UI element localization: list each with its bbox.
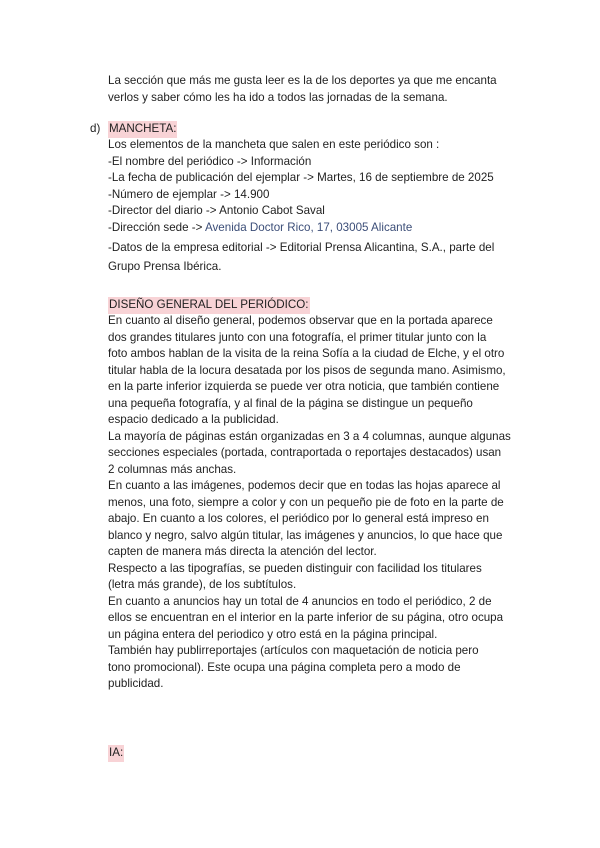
address-prefix: -Dirección sede -> <box>108 220 205 234</box>
mancheta-line: -Datos de la empresa editorial -> Editorial Prensa Alicantina, S.A., parte del <box>108 241 495 254</box>
design-line: (letra más grande), de los subtítulos. <box>108 578 297 591</box>
mancheta-address-line <box>108 220 518 237</box>
design-paragraph <box>108 313 518 693</box>
mancheta-line: -La fecha de publicación del ejemplar -> Martes, 16 de septiembre de 2025 <box>108 171 494 184</box>
design-line: abajo. En cuanto a los colores, el periódico por lo general está impreso en <box>108 512 489 525</box>
ia-heading: IA: <box>108 745 124 762</box>
design-heading: DISEÑO GENERAL DEL PERIÓDICO: <box>108 297 310 314</box>
mancheta-line: Los elementos de la mancheta que salen en este periódico son : <box>108 138 440 151</box>
design-line: En cuanto al diseño general, podemos observar que en la portada aparece <box>108 314 493 327</box>
mancheta-heading: MANCHETA: <box>108 121 177 138</box>
design-line: secciones especiales (portada, contraportada o reportajes destacados) usan <box>108 446 502 459</box>
design-line: 2 columnas más anchas. <box>108 462 237 476</box>
design-line: menos, una foto, siempre a color y con un pequeño pie de foto en la parte de <box>108 495 504 509</box>
mancheta-line: -Director del diario -> Antonio Cabot Saval <box>108 204 325 217</box>
mancheta-line: Grupo Prensa Ibérica. <box>108 259 222 273</box>
mancheta-paragraph <box>108 137 518 275</box>
design-line: foto ambos hablan de la visita de la reina Sofía a la ciudad de Elche, y el otro <box>108 347 505 360</box>
design-line: capten de manera más directa la atención del lector. <box>108 545 377 558</box>
intro-paragraph <box>108 73 518 106</box>
design-line: publicidad. <box>108 677 164 690</box>
design-line: dos grandes titulares junto con una fotografía, el primer titular junto con la <box>108 330 487 344</box>
mancheta-line: -Número de ejemplar -> 14.900 <box>108 187 270 201</box>
design-line: un página entera del periodico y otro está en la página principal. <box>108 627 438 641</box>
design-line: También hay publirreportajes (artículos con maquetación de noticia pero <box>108 644 479 657</box>
design-line: tono promocional). Este ocupa una página completa pero a modo de <box>108 660 461 674</box>
design-line: blanco y negro, salvo algún titular, las imágenes y anuncios, lo que hace que <box>108 528 503 542</box>
design-line: ellos se encuentran en el interior en la parte inferior de su página, otro ocupa <box>108 611 504 624</box>
address-value: Avenida Doctor Rico, 17, 03005 Alicante <box>204 220 413 234</box>
design-line: una pequeña fotografía, y al final de la página se distingue un pequeño <box>108 396 473 410</box>
design-line: titular habla de la locura desatada por los pisos de segunda mano. Asimismo, <box>108 363 506 377</box>
design-line: en la parte inferior izquierda se puede ver otra noticia, que también contiene <box>108 380 500 393</box>
intro-line: verlos y saber cómo les ha ido a todos las jornadas de la semana. <box>108 90 448 104</box>
mancheta-line: -El nombre del periódico -> Información <box>108 154 312 168</box>
design-line: espacio dedicado a la publicidad. <box>108 413 279 426</box>
design-line: La mayoría de páginas están organizadas en 3 a 4 columnas, aunque algunas <box>108 429 511 443</box>
mancheta-list-label: d) <box>90 122 101 135</box>
intro-line: La sección que más me gusta leer es la de los deportes ya que me encanta <box>108 74 497 87</box>
design-line: Respecto a las tipografías, se pueden distinguir con facilidad los titulares <box>108 561 482 575</box>
design-line: En cuanto a las imágenes, podemos decir que en todas las hojas aparece al <box>108 479 501 492</box>
design-line: En cuanto a anuncios hay un total de 4 anuncios en todo el periódico, 2 de <box>108 594 492 608</box>
